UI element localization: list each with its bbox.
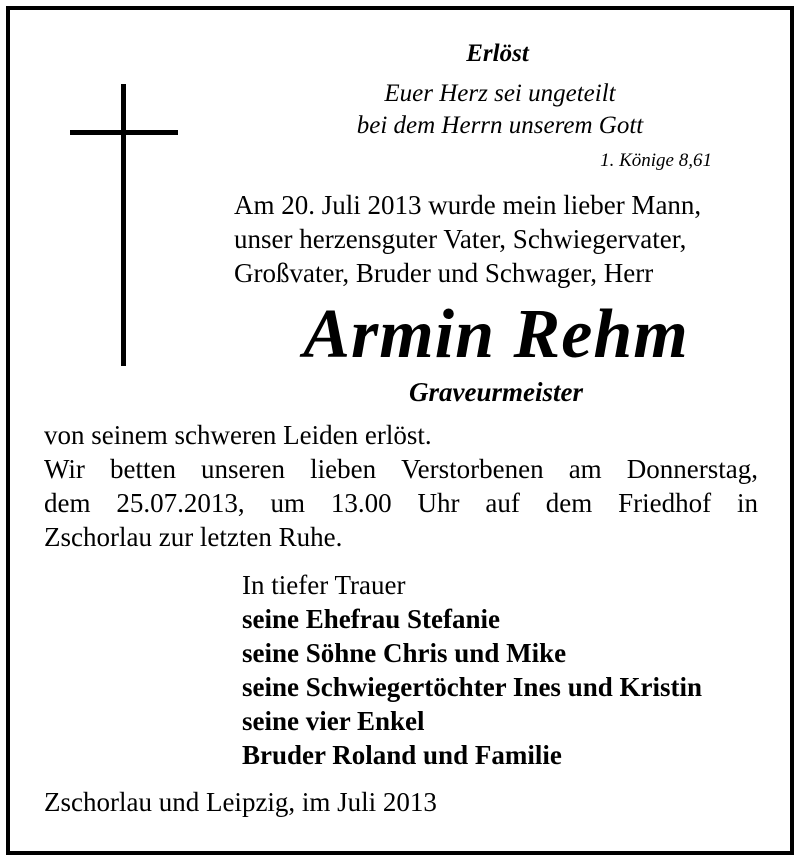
body-word: Wir [44, 454, 85, 484]
body-word: am [568, 454, 602, 484]
body-word: auf [485, 488, 520, 518]
mourner-name: seine vier Enkel [242, 706, 425, 736]
cross-icon-bar [70, 130, 178, 135]
verse-line-1: Euer Herz sei ungeteilt [384, 80, 616, 107]
closing-line: Zschorlau und Leipzig, im Juli 2013 [44, 787, 437, 817]
mourner-name: Bruder Roland und Familie [242, 740, 562, 770]
cross-icon [121, 84, 126, 366]
body-word: lieben [310, 454, 377, 484]
body-word: betten [109, 454, 176, 484]
body-line-4: Zschorlau zur letzten Ruhe. [44, 522, 343, 552]
body-word: Donnerstag, [626, 454, 758, 484]
body-word: dem [44, 488, 91, 518]
verse-reference: 1. Könige 8,61 [600, 150, 712, 171]
body-word: Verstorbenen [401, 454, 544, 484]
intro-line-1: Am 20. Juli 2013 wurde mein lieber Mann, [234, 190, 702, 220]
heading: Erlöst [466, 40, 529, 67]
body-word: 25.07.2013, [116, 488, 245, 518]
body-word: in [736, 488, 758, 518]
body-word: um [270, 488, 306, 518]
intro-line-2: unser herzensguter Vater, Schwiegervater, [234, 224, 687, 254]
deceased-name: Armin Rehm [303, 296, 689, 373]
body-line-1: von seinem schweren Leiden erlöst. [44, 420, 432, 450]
body-word: dem [545, 488, 593, 518]
body-word: unseren [201, 454, 286, 484]
mourner-name: seine Ehefrau Stefanie [242, 604, 500, 634]
body-line-3 [44, 488, 758, 519]
body-line-2 [44, 454, 758, 485]
deceased-profession: Graveurmeister [409, 377, 583, 407]
body-word: 13.00 [330, 488, 392, 518]
body-word: Friedhof [618, 488, 712, 518]
verse-line-2: bei dem Herrn unserem Gott [356, 112, 644, 139]
mourner-name: seine Schwiegertöchter Ines und Kristin [242, 672, 702, 702]
body-word: Uhr [417, 488, 460, 518]
intro-line-3: Großvater, Bruder und Schwager, Herr [234, 258, 654, 288]
mourners-intro: In tiefer Trauer [242, 570, 406, 600]
mourner-name: seine Söhne Chris und Mike [242, 638, 567, 668]
